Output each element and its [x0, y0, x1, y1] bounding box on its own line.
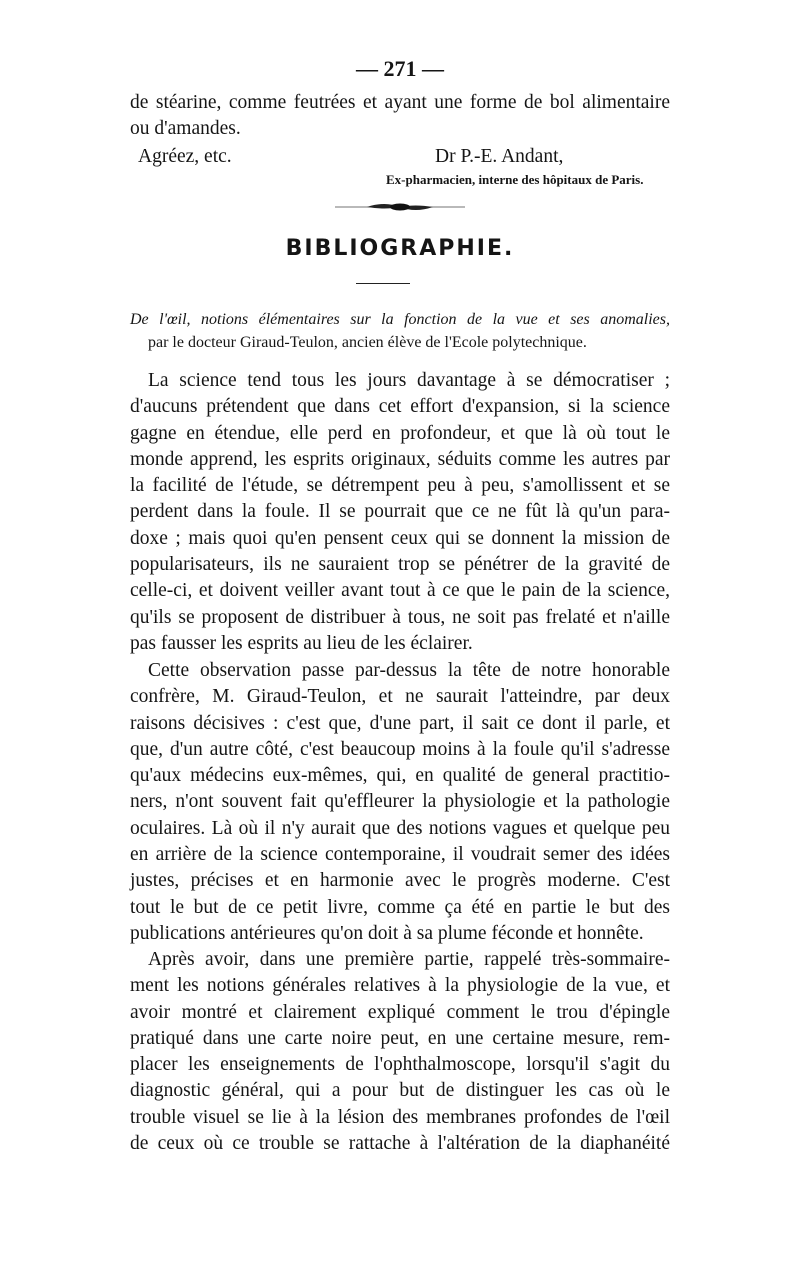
text-line: raisons décisives : c'est que, d'une part, il sait ce dont il parle, et: [130, 712, 670, 734]
text-line: placer les enseignements de l'ophthalmoscope, lorsqu'il s'agit du: [130, 1054, 670, 1076]
text-line: doxe ; mais quoi qu'en pensent ceux qui se donnent la mission de: [130, 527, 670, 549]
text-line: que, d'un autre côté, c'est beaucoup moins à la foule qu'il s'adresse: [130, 738, 670, 760]
text-line: Cette observation passe par-dessus la tête de notre honorable: [148, 660, 670, 681]
text-line: oculaires. Là où il n'y aurait que des notions vagues et quelque peu: [130, 817, 670, 839]
text-line: popularisateurs, ils ne sauraient trop se pénétrer de la gravité de: [130, 554, 670, 576]
text-line: monde apprend, les esprits originaux, séduits comme les autres par: [130, 448, 670, 470]
text-line: Après avoir, dans une première partie, rappelé très-sommaire-: [148, 949, 670, 970]
text-line: d'aucuns prétendent que dans cet effort d'expansion, si la science: [130, 396, 670, 418]
text-line: ment les notions générales relatives à la physiologie de la vue, et: [130, 975, 670, 997]
text-line: pratiqué dans une carte noire peut, en une certaine mesure, rem-: [130, 1027, 670, 1049]
text-line: La science tend tous les jours davantage à se démocratiser ;: [148, 370, 670, 391]
text-line: la facilité de l'étude, se détrempent peu à peu, s'amollissent et se: [130, 475, 670, 497]
text-line: ou d'amandes.: [130, 118, 241, 140]
ornamental-divider: [335, 200, 465, 214]
signature: Dr P.-E. Andant,: [435, 146, 564, 167]
text-line: en arrière de la science contemporaine, il voudrait semer des idées: [130, 844, 670, 866]
paragraph-2: [130, 658, 670, 947]
heading-rule: [356, 283, 410, 284]
text-line: tout le but de ce petit livre, comme ça été en partie le but des: [130, 896, 670, 918]
text-line: gagne en étendue, elle perd en profondeur, et que là où tout le: [130, 422, 670, 444]
text-line: trouble visuel se lie à la lésion des membranes profondes de l'œil: [130, 1106, 670, 1128]
text-line: justes, précises et en harmonie avec le progrès moderne. C'est: [130, 870, 670, 892]
paragraph-3: [130, 947, 670, 1157]
closing-text: Agréez, etc.: [138, 146, 232, 167]
paragraph-1: [130, 368, 670, 657]
signature-affiliation: Ex-pharmacien, interne des hôpitaux de Paris.: [386, 172, 644, 187]
text-line: qu'aux médecins eux-mêmes, qui, en qualité de general practitio-: [130, 765, 670, 787]
text-line: de ceux où ce trouble se rattache à l'altération de la diaphanéité: [130, 1133, 670, 1155]
text-line: pas fausser les esprits au lieu de les éclairer.: [130, 632, 473, 654]
text-line: confrère, M. Giraud-Teulon, et ne saurait l'atteindre, par deux: [130, 686, 670, 708]
letter-end-text: [130, 90, 670, 143]
text-line: publications antérieures qu'on doit à sa plume féconde et honnête.: [130, 922, 644, 944]
reference-title: De l'œil, notions élémentaires sur la fonction de la vue et ses anomalies,: [130, 311, 670, 328]
text-line: qu'ils se proposent de distribuer à tous, ne soit pas frelaté et n'aille: [130, 606, 670, 628]
text-line: diagnostic général, qui a pour but de distinguer les cas où le: [130, 1080, 670, 1102]
reference-author: par le docteur Giraud-Teulon, ancien élève de l'Ecole polytechnique.: [148, 334, 587, 351]
text-line: perdent dans la foule. Il se pourrait que ce ne fût là qu'un para-: [130, 501, 670, 523]
section-heading: BIBLIOGRAPHIE.: [285, 236, 515, 261]
text-line: celle-ci, et doivent veiller avant tout à ce que le pain de la science,: [130, 580, 670, 602]
page-number: — 271 —: [356, 56, 444, 81]
text-line: ners, n'ont souvent fait qu'effleurer la physiologie et la pathologie: [130, 791, 670, 813]
text-line: avoir montré et clairement expliqué comment le trou d'épingle: [130, 1001, 670, 1023]
text-line: de stéarine, comme feutrées et ayant une forme de bol alimentaire: [130, 92, 670, 113]
